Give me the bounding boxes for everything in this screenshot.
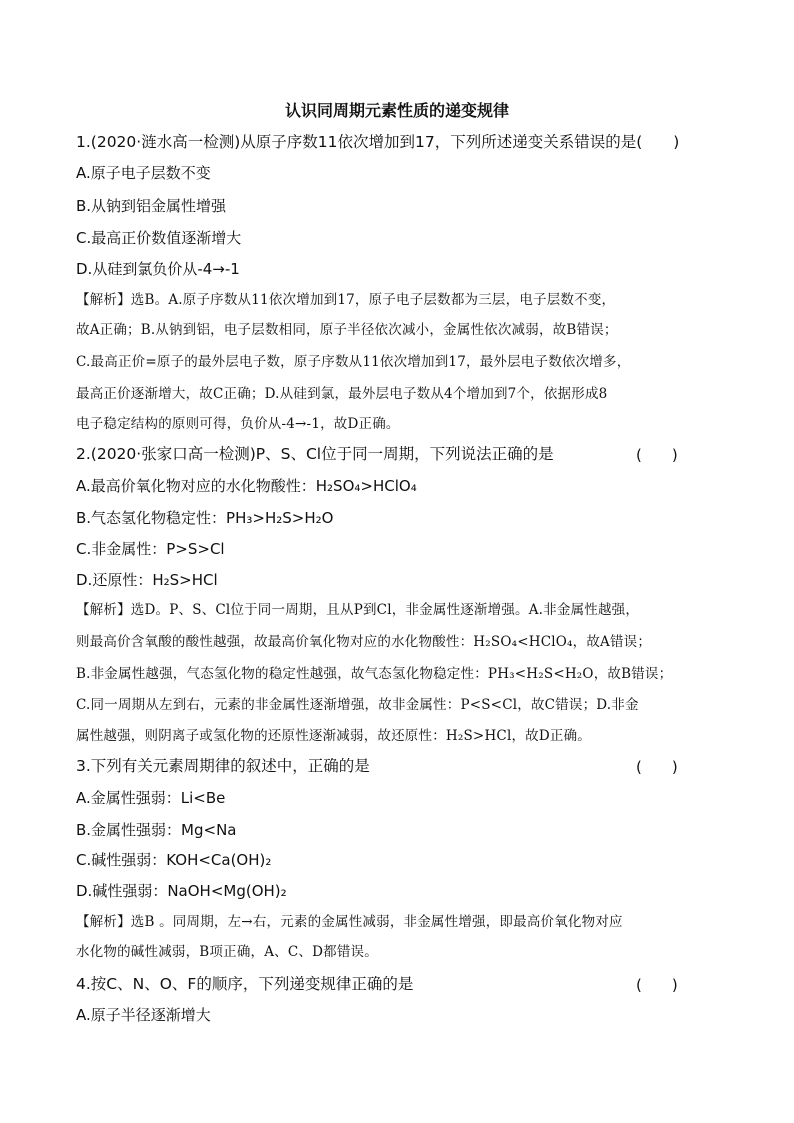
q4-answer-bracket: ( ) bbox=[636, 976, 678, 994]
q3-stem: 3.下列有关元素周期律的叙述中，正确的是 bbox=[76, 757, 370, 775]
q2-option-d: D.还原性：H₂S>HCl bbox=[76, 571, 218, 589]
q2-analysis-line: 属性越强，则阴离子或氢化物的还原性逐渐减弱，故还原性：H₂S>HCl，故D正确。 bbox=[76, 728, 591, 744]
q2-analysis-line: 则最高价含氧酸的酸性越强，故最高价氧化物对应的水化物酸性：H₂SO₄<HClO₄，故A错误； bbox=[76, 634, 652, 650]
q2-option-c: C.非金属性：P>S>Cl bbox=[76, 540, 225, 558]
q1-analysis-line: 【解析】选B。A.原子序数从11依次增加到17，原子电子层数都为三层，电子层数不变， bbox=[76, 292, 616, 308]
q3-analysis-line: 水化物的碱性减弱，B项正确，A、C、D都错误。 bbox=[76, 944, 378, 960]
q3-option-c: C.碱性强弱：KOH<Ca(OH)₂ bbox=[76, 851, 272, 869]
q1-analysis-line: C.最高正价=原子的最外层电子数，原子序数从11依次增加到17，最外层电子数依次增多， bbox=[76, 354, 631, 370]
q1-stem: 1.(2020·涟水高一检测)从原子序数11依次增加到17，下列所述递变关系错误的是( ) bbox=[76, 133, 680, 151]
q2-analysis-line: B.非金属性越强，气态氢化物的稳定性越强，故气态氢化物稳定性：PH₃<H₂S<H₂O，故B错误； bbox=[76, 666, 673, 682]
q2-analysis-line: 【解析】选D。P、S、Cl位于同一周期，且从P到Cl，非金属性逐渐增强。A.非金属性越强， bbox=[76, 602, 640, 618]
q4-stem: 4.按C、N、O、F的顺序，下列递变规律正确的是 bbox=[76, 975, 414, 993]
q1-option-b: B.从钠到铝金属性增强 bbox=[76, 197, 227, 215]
q1-analysis-line: 故A正确；B.从钠到铝，电子层数相同，原子半径依次减小，金属性依次减弱，故B错误； bbox=[76, 322, 618, 338]
q1-option-a: A.原子电子层数不变 bbox=[76, 164, 211, 182]
q1-option-d: D.从硅到氯负价从-4→-1 bbox=[76, 260, 240, 278]
q3-answer-bracket: ( ) bbox=[636, 758, 678, 776]
q3-option-b: B.金属性强弱：Mg<Na bbox=[76, 821, 237, 839]
q2-option-a: A.最高价氧化物对应的水化物酸性：H₂SO₄>HClO₄ bbox=[76, 477, 417, 495]
q3-analysis-line: 【解析】选B 。同周期，左→右，元素的金属性减弱，非金属性增强，即最高价氧化物对应 bbox=[76, 914, 623, 930]
q1-analysis-line: 电子稳定结构的原则可得，负价从-4→-1，故D正确。 bbox=[76, 416, 400, 432]
q1-option-c: C.最高正价数值逐渐增大 bbox=[76, 229, 242, 247]
q3-option-a: A.金属性强弱：Li<Be bbox=[76, 789, 226, 807]
q2-stem: 2.(2020·张家口高一检测)P、S、Cl位于同一周期，下列说法正确的是 bbox=[76, 445, 554, 463]
q2-answer-bracket: ( ) bbox=[636, 446, 678, 464]
q3-option-d: D.碱性强弱：NaOH<Mg(OH)₂ bbox=[76, 882, 287, 900]
q2-option-b: B.气态氢化物稳定性：PH₃>H₂S>H₂O bbox=[76, 509, 334, 527]
q1-analysis-line: 最高正价逐渐增大，故C正确；D.从硅到氯，最外层电子数从4个增加到7个，依据形成8 bbox=[76, 386, 608, 402]
q2-analysis-line: C.同一周期从左到右，元素的非金属性逐渐增强，故非金属性：P<S<Cl，故C错误；D.非金 bbox=[76, 697, 639, 713]
page-title: 认识同周期元素性质的递变规律 bbox=[284, 101, 509, 120]
q4-option-a: A.原子半径逐渐增大 bbox=[76, 1006, 211, 1024]
